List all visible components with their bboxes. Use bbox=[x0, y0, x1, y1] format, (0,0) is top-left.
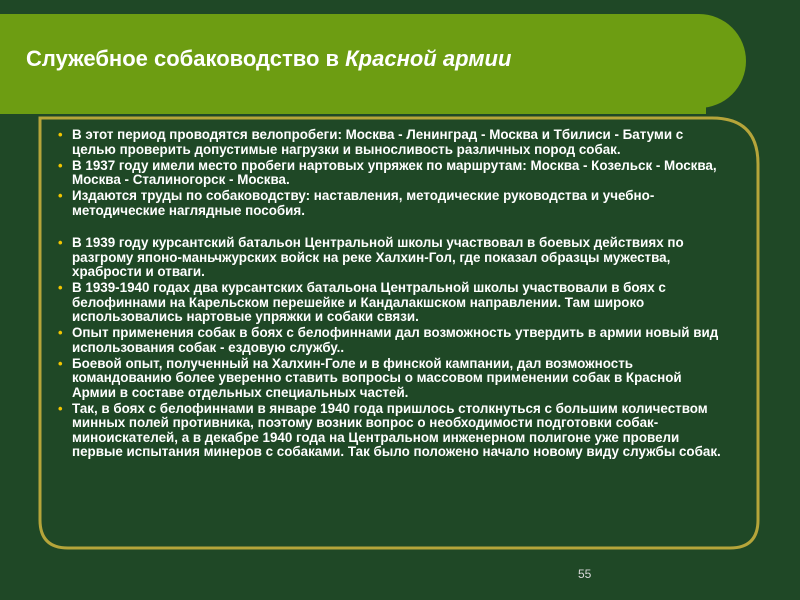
list-item bbox=[58, 128, 722, 157]
title-stripe bbox=[0, 106, 706, 114]
bullet-text: В 1937 году имели место пробеги нартовых упряжек по маршрутам: Москва - Козельск - Москва, Москва - Сталиногорск - Москва. bbox=[72, 157, 717, 187]
bullet-icon: • bbox=[58, 280, 63, 295]
bullet-icon: • bbox=[58, 127, 63, 142]
bullet-text: Опыт применения собак в боях с белофиннами дал возможность утвердить в армии новый вид использования собак - ездовую службу.. bbox=[72, 325, 719, 355]
slide-title bbox=[26, 46, 511, 72]
bullet-list bbox=[58, 128, 722, 461]
list-item bbox=[58, 159, 722, 188]
page-number: 55 bbox=[578, 567, 592, 581]
title-plain: Служебное собаководство в bbox=[26, 46, 346, 71]
list-item bbox=[58, 189, 722, 218]
bullet-text: Издаются труды по собаководству: наставления, методические руководства и учебно-методические наглядные пособия. bbox=[72, 188, 655, 218]
list-item bbox=[58, 357, 722, 401]
bullet-icon: • bbox=[58, 355, 63, 371]
bullet-text: Боевой опыт, полученный на Халхин-Голе и в финской кампании, дал возможность командованию более уверенно ставить вопросы о массовом применении собак в Красной Армии в составе отдельных специальных частей. bbox=[72, 355, 682, 400]
bullet-text: В 1939 году курсантский батальон Центральной школы участвовал в боевых действиях по разгрому японо-маньчжурских войск на реке Халхин-Гол, где показал образцы мужества, храбрости и отваги. bbox=[72, 235, 684, 279]
bullet-text: В 1939-1940 годах два курсантских батальона Центральной школы участвовали в боях с белофиннами на Карельском перешейке и Кандалакшском направлении. Там широко использовались нартовые упряжки и собаки связи. bbox=[72, 280, 666, 324]
list-item bbox=[58, 402, 722, 460]
list-item bbox=[58, 281, 722, 325]
bullet-text: В этот период проводятся велопробеги: Москва - Ленинград - Москва и Тбилиси - Батуми с целью проверить допустимые нагрузки и выносливость различных пород собак. bbox=[72, 127, 684, 157]
bullet-text: Так, в боях с белофиннами в январе 1940 года пришлось столкнуться с большим количеством минных полей противника, поэтому возник вопрос о необходимости подготовки собак-миноискателей, а в декабре 1940 года на Центральном инженерном полигоне уже провели первые испытания минеров с собаками. Так было положено начало новому виду службы собак. bbox=[72, 400, 721, 459]
list-item bbox=[58, 326, 722, 355]
bullet-icon: • bbox=[58, 188, 63, 203]
list-item bbox=[58, 236, 722, 280]
bullet-icon: • bbox=[58, 235, 63, 250]
title-italic: Красной армии bbox=[345, 46, 512, 71]
bullet-icon: • bbox=[58, 157, 63, 173]
bullet-icon: • bbox=[58, 325, 63, 340]
bullet-icon: • bbox=[58, 400, 63, 416]
